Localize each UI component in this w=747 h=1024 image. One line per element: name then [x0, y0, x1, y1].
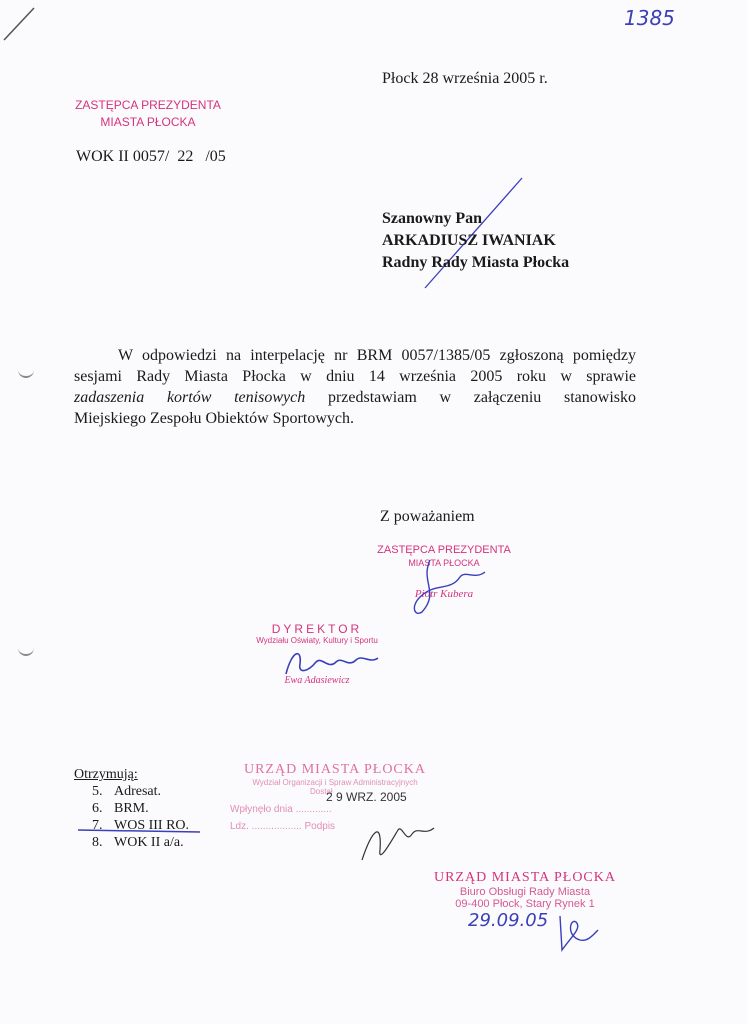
recipient-item: 7. WOS III RO. [92, 818, 190, 833]
corner-pencil-stroke [4, 8, 34, 40]
addressee-title: Radny Rady Miasta Płocka [382, 254, 570, 271]
received-signature [352, 810, 442, 866]
office-stamp-line2: 09-400 Płock, Stary Rynek 1 [455, 898, 595, 910]
received-stamp-unit: Wydział Organizacji i Spraw Administracyjnych [252, 778, 418, 787]
body-line-3 [74, 387, 636, 408]
director-signature [278, 644, 388, 680]
received-inflow: Wpłynęło dnia ............. [230, 804, 332, 815]
director-unit: Wydziału Oświaty, Kultury i Sportu [256, 636, 378, 645]
letter-body [74, 345, 636, 429]
signature-stamp-line2: MIASTA PŁOCKA [408, 558, 480, 568]
body-line-3-rest: przedstawiam w załączeniu stanowisko [305, 389, 637, 406]
received-stamp-dated: Dostał [310, 787, 333, 796]
director-name: Ewa Adasiewicz [284, 675, 350, 686]
header-stamp-line1: ZASTĘPCA PREZYDENTA [75, 98, 221, 112]
recipients-heading: Otrzymują: [74, 767, 138, 782]
addressee-block [382, 208, 569, 274]
recipients [74, 766, 189, 851]
closing: Z poważaniem [380, 508, 475, 525]
recipient-item: 5. Adresat. [92, 784, 162, 799]
recipient-item: 8. WOK II a/a. [92, 835, 184, 850]
office-stamp [420, 870, 630, 910]
signature-scribble [400, 552, 490, 622]
header-stamp-line2: MIASTA PŁOCKA [100, 115, 196, 129]
handwritten-number: 1385 [624, 6, 675, 30]
body-line-1: W odpowiedzi na interpelację nr BRM 0057/1385/05 zgłoszoną pomiędzy [118, 347, 636, 364]
place-date: Płock 28 września 2005 r. [382, 70, 548, 87]
reference-number: WOK II 0057/ 22 /05 [76, 148, 226, 165]
director-title: DYREKTOR [271, 622, 363, 636]
addressee-salutation: Szanowny Pan [382, 210, 483, 227]
recipient-item: 6. BRM. [92, 801, 149, 816]
signatory-name: Piotr Kubera [414, 588, 474, 600]
received-stamp-title: URZĄD MIASTA PŁOCKA [243, 762, 426, 777]
recipients-list [74, 783, 189, 851]
received-ldz: Ldz. .................. Podpis [230, 821, 336, 832]
office-signature [552, 906, 602, 956]
office-handwritten-date: 29.09.05 [468, 910, 549, 931]
body-topic: zadaszenia kortów tenisowych [74, 389, 306, 406]
addressee-name: ARKADIUSZ IWANIAK [382, 232, 556, 249]
office-stamp-line1: Biuro Obsługi Rady Miasta [459, 886, 591, 898]
office-stamp-title: URZĄD MIASTA PŁOCKA [433, 870, 616, 885]
header-stamp [74, 97, 222, 131]
body-line-2: sesjami Rady Miasta Płocka w dniu 14 września 2005 roku w sprawie [74, 368, 636, 385]
received-date: 2 9 WRZ. 2005 [326, 790, 407, 804]
signature-stamp-line1: ZASTĘPCA PREZYDENTA [377, 544, 511, 556]
body-line-4: Miejskiego Zespołu Obiektów Sportowych. [74, 410, 354, 427]
